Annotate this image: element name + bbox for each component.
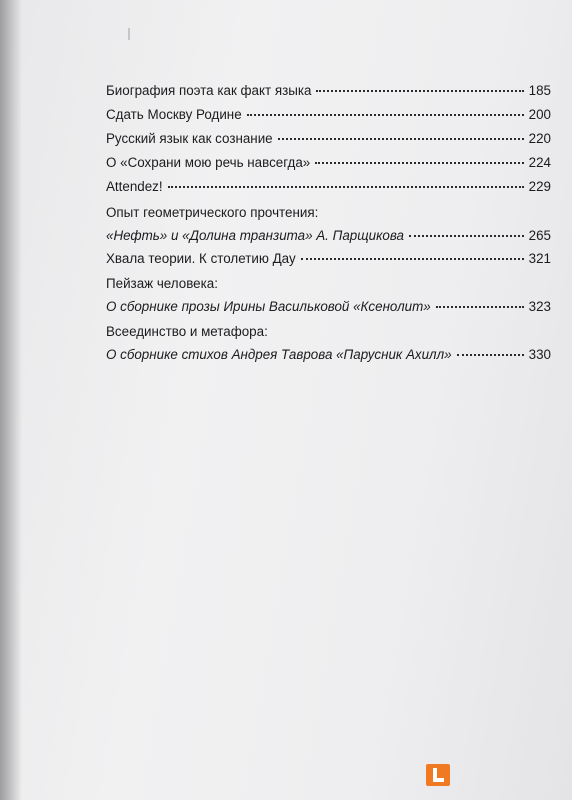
toc-leader-dots [436, 306, 524, 308]
toc-page-number: 321 [528, 251, 551, 266]
toc-entry-title: О сборнике стихов Андрея Таврова «Парусник Ахилл» [106, 347, 452, 362]
toc-page-number: 185 [528, 83, 551, 98]
toc-entry[interactable] [106, 346, 551, 363]
page-spine-shadow [0, 0, 22, 800]
toc-entry-title: Хвала теории. К столетию Дау [106, 251, 296, 266]
toc-section-heading: Пейзаж человека: [106, 276, 218, 291]
toc-page-number: 229 [528, 179, 551, 194]
toc-leader-dots [409, 235, 524, 237]
toc-entry-title: «Нефть» и «Долина транзита» А. Парщикова [106, 228, 404, 243]
toc-section-heading: Опыт геометрического прочтения: [106, 205, 319, 220]
toc-leader-dots [457, 354, 524, 356]
toc-entry-title: Сдать Москву Родине [106, 107, 242, 122]
toc-leader-dots [247, 114, 524, 116]
toc-leader-dots [315, 162, 523, 164]
toc-entry-title: О «Сохрани мою речь навсегда» [106, 155, 311, 170]
toc-entry-title: Биография поэта как факт языка [106, 83, 312, 98]
toc-leader-dots [316, 90, 523, 92]
toc-leader-dots [278, 138, 524, 140]
toc-entry-title: Attendez! [106, 179, 163, 194]
toc-leader-dots [301, 258, 524, 260]
toc-section-heading: Всеединство и метафора: [106, 324, 268, 339]
page-mark [128, 28, 130, 40]
toc-entry[interactable] [106, 227, 551, 244]
toc-entry[interactable] [106, 130, 551, 147]
toc-entry[interactable] [106, 106, 551, 123]
toc-leader-dots [168, 186, 524, 188]
toc-page-number: 330 [528, 347, 551, 362]
toc-entry[interactable] [106, 82, 551, 99]
publisher-logo-icon [426, 764, 450, 786]
toc-entry[interactable] [106, 154, 551, 171]
toc-entry-title: Русский язык как сознание [106, 131, 273, 146]
toc-entry[interactable] [106, 298, 551, 315]
toc-entry[interactable] [106, 250, 551, 267]
table-of-contents [106, 82, 551, 363]
toc-page-number: 265 [528, 228, 551, 243]
toc-page-number: 200 [528, 107, 551, 122]
toc-entry-title: О сборнике прозы Ирины Васильковой «Ксенолит» [106, 299, 431, 314]
toc-page-number: 323 [528, 299, 551, 314]
toc-entry[interactable] [106, 178, 551, 195]
toc-page-number: 224 [528, 155, 551, 170]
toc-page-number: 220 [528, 131, 551, 146]
